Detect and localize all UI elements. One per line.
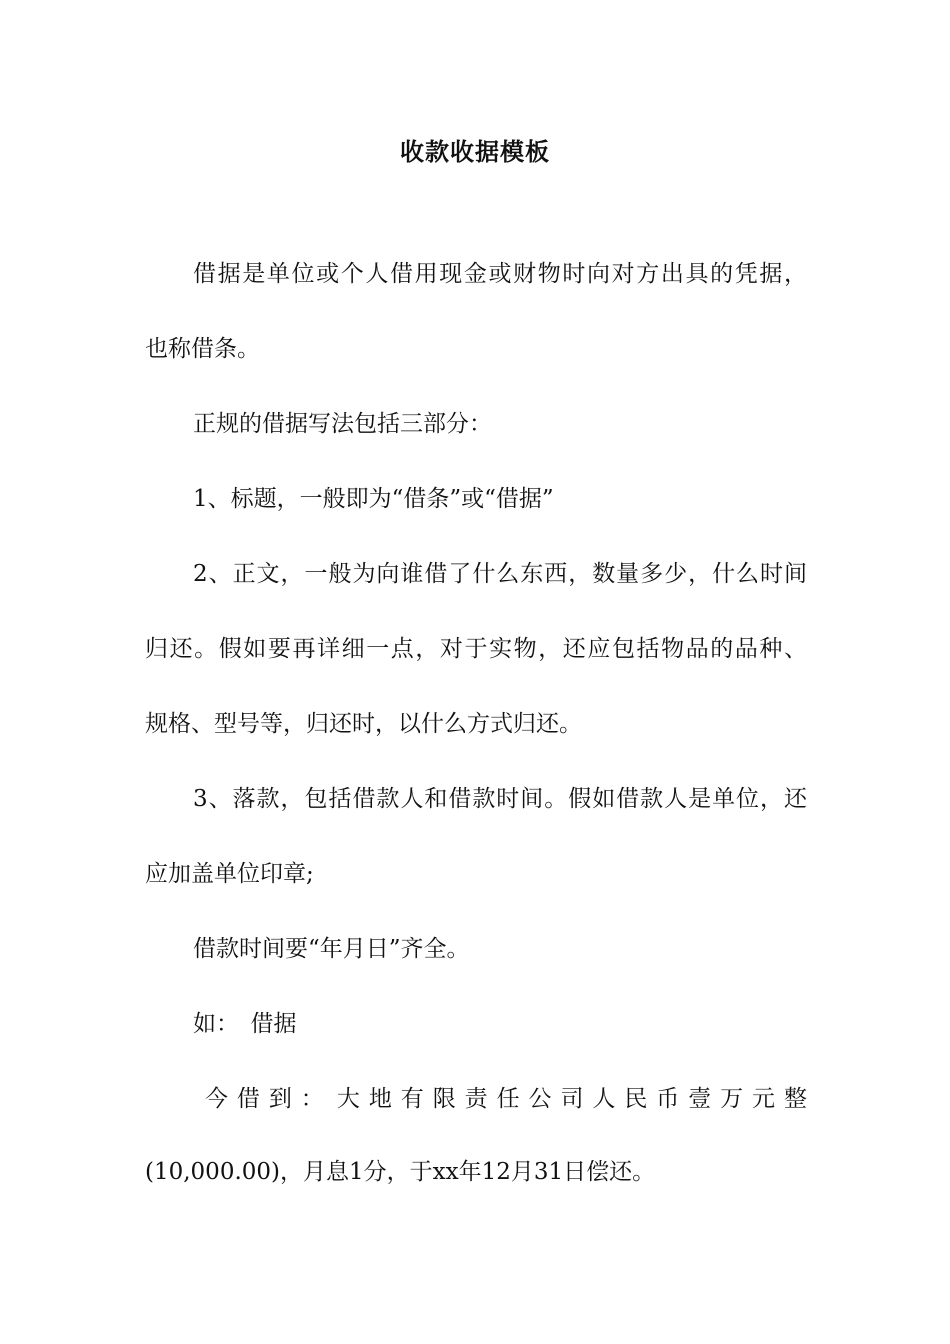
paragraph-line-2: 也称借条。 [145,336,260,362]
list-item-2-line-3: 规格、型号等，归还时，以什么方式归还。 [145,711,582,737]
list-item-3-line-2: 应加盖单位印章; [145,861,314,887]
list-item-2-line-1: 2、正文，一般为向谁借了什么东西，数量多少，什么时间 [193,561,807,587]
example-heading: 如： 借据 [193,1011,297,1037]
paragraph-line-date: 借款时间要“年月日”齐全。 [193,936,470,962]
document-title: 收款收据模板 [400,137,550,166]
example-line-1: 今 借 到 ： 大 地 有 限 责 任 公 司 人 民 币 壹 万 元 整 [205,1086,807,1112]
paragraph-line-1: 借据是单位或个人借用现金或财物时向对方出具的凭据， [193,261,807,287]
paragraph-line-3: 正规的借据写法包括三部分： [193,411,492,437]
example-line-2: (10,000.00)，月息1分，于xx年12月31日偿还。 [145,1159,656,1185]
list-item-3-line-1: 3、落款，包括借款人和借款时间。假如借款人是单位，还 [193,786,807,812]
list-item-1: 1、标题，一般即为“借条”或“借据” [193,486,554,512]
list-item-2-line-2: 归还。假如要再详细一点，对于实物，还应包括物品的品种、 [145,636,807,662]
